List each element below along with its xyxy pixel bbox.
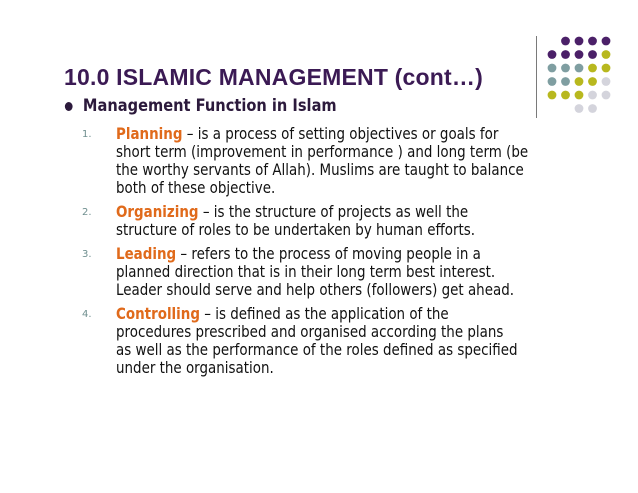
- list-item-line: Leader should serve and help others (followers) get ahead.: [116, 280, 515, 299]
- decorative-dot: [602, 64, 611, 73]
- list-item-number: 4.: [82, 309, 92, 320]
- list-item-keyword: Organizing: [116, 202, 199, 221]
- list-item-line: the worthy servants of Allah). Muslims are taught to balance: [116, 160, 524, 179]
- list-item-line: as well as the performance of the roles defined as specified: [116, 340, 518, 359]
- decorative-dot: [575, 64, 584, 73]
- decorative-dot: [602, 50, 611, 59]
- divider-line: [536, 36, 537, 118]
- decorative-dot: [575, 37, 584, 46]
- decorative-dot: [575, 50, 584, 59]
- list-item-line: short term (improvement in performance ) and long term (be: [116, 142, 529, 161]
- list-item-line: – refers to the process of moving people in a: [176, 244, 481, 263]
- decorative-dot: [602, 91, 611, 100]
- decorative-dot: [548, 91, 557, 100]
- decorative-dot: [561, 77, 570, 86]
- list-item-line: – is the structure of projects as well the: [198, 202, 469, 221]
- decorative-dot: [561, 37, 570, 46]
- list-item-text: [116, 305, 553, 377]
- list-item-line: procedures prescribed and organised according the plans: [116, 322, 504, 341]
- decorative-dot: [588, 77, 597, 86]
- decorative-dot: [575, 77, 584, 86]
- decorative-dot: [561, 64, 570, 73]
- list-item-text: [116, 125, 553, 197]
- list-item-line: both of these objective.: [116, 178, 276, 197]
- list-item: [82, 305, 638, 377]
- decorative-dot-grid: [546, 35, 636, 120]
- decorative-dot: [588, 91, 597, 100]
- list-item-number: 1.: [82, 129, 92, 140]
- slide-title: 10.0 ISLAMIC MANAGEMENT (cont…): [64, 64, 483, 90]
- bullet-icon: [65, 102, 73, 111]
- decorative-dot: [548, 50, 557, 59]
- decorative-dot: [588, 104, 597, 113]
- list-item: [82, 245, 638, 299]
- list-item-number: 3.: [82, 249, 92, 260]
- list-item: [82, 203, 638, 239]
- list-item-text: [116, 245, 553, 299]
- list-item-keyword: Planning: [116, 124, 183, 143]
- list-item-number: 2.: [82, 207, 92, 218]
- numbered-list: [82, 125, 638, 383]
- decorative-dot: [575, 91, 584, 100]
- decorative-dot: [602, 37, 611, 46]
- list-item-line: under the organisation.: [116, 358, 274, 377]
- list-item-keyword: Controlling: [116, 304, 200, 323]
- list-item-text: [116, 203, 553, 239]
- decorative-dot: [548, 64, 557, 73]
- decorative-dot: [588, 37, 597, 46]
- decorative-dot: [575, 104, 584, 113]
- list-item: [82, 125, 638, 197]
- list-item-line: structure of roles to be undertaken by human efforts.: [116, 220, 476, 239]
- list-item-line: – is defined as the application of the: [199, 304, 449, 323]
- decorative-dot: [561, 91, 570, 100]
- list-item-line: – is a process of setting objectives or goals for: [182, 124, 499, 143]
- decorative-dot: [602, 77, 611, 86]
- list-item-keyword: Leading: [116, 244, 177, 263]
- bullet-heading: [64, 96, 337, 116]
- list-item-line: planned direction that is in their long term best interest.: [116, 262, 496, 281]
- bullet-heading-text: Management Function in Islam: [82, 96, 337, 116]
- decorative-dot: [588, 50, 597, 59]
- decorative-dot: [548, 77, 557, 86]
- decorative-dot: [561, 50, 570, 59]
- decorative-dot: [588, 64, 597, 73]
